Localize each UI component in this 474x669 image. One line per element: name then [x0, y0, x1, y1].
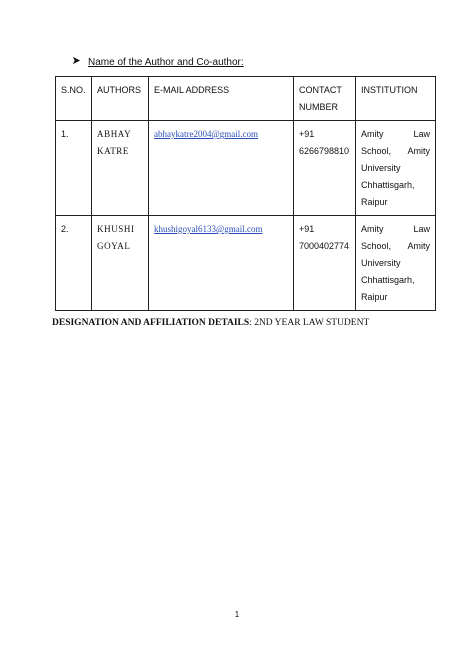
- cell-contact: +91 7000402774: [294, 216, 356, 311]
- email-link[interactable]: abhaykatre2004@gmail.com: [154, 129, 259, 139]
- designation-value: 2ND YEAR LAW STUDENT: [254, 318, 370, 328]
- section-heading: [72, 56, 244, 68]
- cell-contact: +91 6266798810: [294, 121, 356, 216]
- cell-sno: 1.: [56, 121, 92, 216]
- cell-sno: 2.: [56, 216, 92, 311]
- designation-label: DESIGNATION AND AFFILIATION DETAILS: [52, 318, 250, 328]
- section-heading-text: Name of the Author and Co-author:: [88, 56, 244, 68]
- designation-line: [52, 318, 369, 328]
- cell-institution: Amity Law School, Amity University Chhattisgarh, Raipur: [356, 216, 436, 311]
- header-sno: S.NO.: [56, 77, 92, 121]
- cell-email: [149, 216, 294, 311]
- header-authors: AUTHORS: [92, 77, 149, 121]
- authors-table: [55, 76, 436, 311]
- header-email: E-MAIL ADDRESS: [149, 77, 294, 121]
- designation-separator: :: [249, 318, 255, 328]
- table-row: [56, 216, 436, 311]
- cell-email: [149, 121, 294, 216]
- page-number: 1: [234, 610, 240, 619]
- cell-author: KHUSHI GOYAL: [92, 216, 149, 311]
- header-institution: INSTITUTION: [356, 77, 436, 121]
- cell-institution: Amity Law School, Amity University Chhattisgarh, Raipur: [356, 121, 436, 216]
- table-header-row: [56, 77, 436, 121]
- arrow-bullet-icon: [72, 56, 82, 68]
- header-contact: CONTACT NUMBER: [294, 77, 356, 121]
- table-row: [56, 121, 436, 216]
- cell-author: ABHAY KATRE: [92, 121, 149, 216]
- email-link[interactable]: khushigoyal6133@gmail.com: [154, 224, 263, 234]
